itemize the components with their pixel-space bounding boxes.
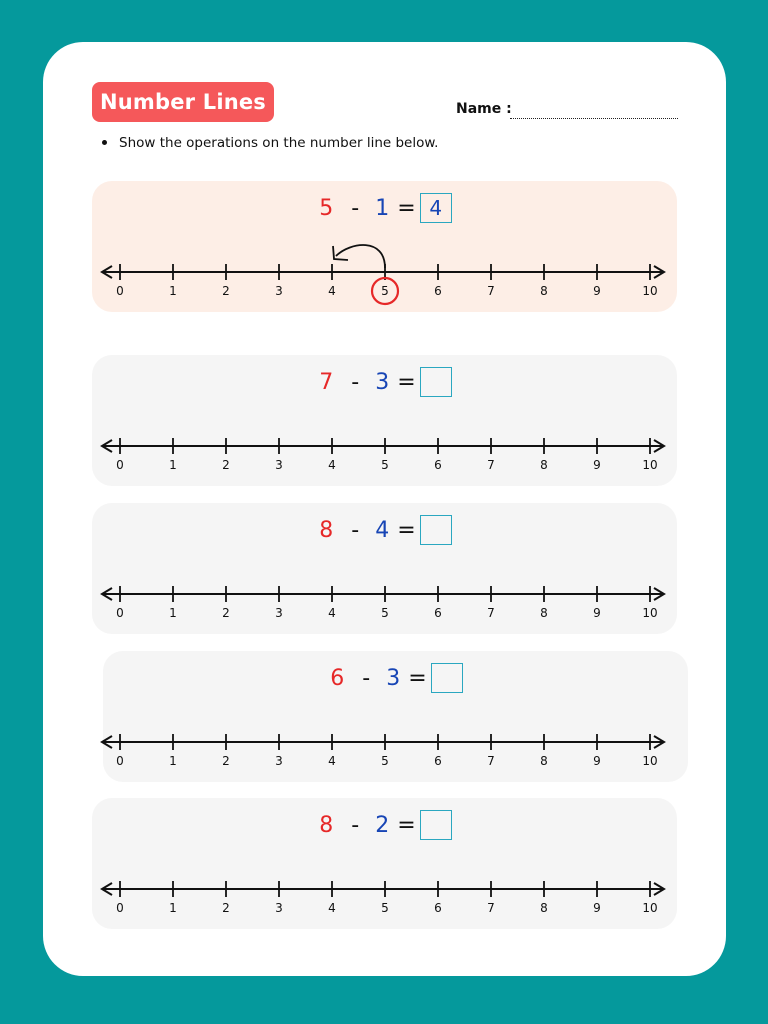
tick-label: 9 — [593, 458, 601, 472]
equals-sign: = — [397, 195, 416, 221]
tick-label: 4 — [328, 606, 336, 620]
tick-label: 0 — [116, 754, 124, 768]
subtrahend: 3 — [375, 369, 390, 395]
title-badge: Number Lines — [92, 82, 274, 122]
tick-label: 0 — [116, 901, 124, 915]
tick-label: 7 — [487, 284, 495, 298]
tick-label: 2 — [222, 606, 230, 620]
tick-label: 9 — [593, 901, 601, 915]
tick-label: 9 — [593, 754, 601, 768]
problem-panel — [103, 651, 688, 782]
number-line — [103, 651, 688, 782]
tick-label: 0 — [116, 458, 124, 472]
name-label: Name : — [456, 101, 512, 117]
problem-panel — [92, 181, 677, 312]
problem-panel — [92, 503, 677, 634]
tick-label: 5 — [381, 754, 389, 768]
tick-label: 4 — [328, 901, 336, 915]
tick-label: 1 — [169, 901, 177, 915]
tick-label: 8 — [540, 284, 548, 298]
tick-label: 6 — [434, 754, 442, 768]
minuend: 8 — [319, 517, 334, 543]
equals-sign: = — [397, 812, 416, 838]
minus-sign: - — [362, 665, 371, 691]
tick-label: 5 — [381, 284, 389, 298]
problem-panel — [92, 355, 677, 486]
minus-sign: - — [351, 812, 360, 838]
tick-label: 2 — [222, 458, 230, 472]
tick-label: 10 — [642, 284, 658, 298]
instruction-text: Show the operations on the number line below. — [119, 135, 439, 151]
tick-label: 4 — [328, 754, 336, 768]
answer-box[interactable]: 4 — [420, 193, 452, 223]
minuend: 6 — [330, 665, 345, 691]
name-line[interactable] — [510, 118, 678, 119]
tick-label: 2 — [222, 754, 230, 768]
tick-label: 4 — [328, 458, 336, 472]
tick-label: 4 — [328, 284, 336, 298]
tick-label: 0 — [116, 284, 124, 298]
tick-label: 3 — [275, 901, 283, 915]
tick-label: 6 — [434, 901, 442, 915]
tick-label: 9 — [593, 606, 601, 620]
problem-panel — [92, 798, 677, 929]
tick-label: 7 — [487, 901, 495, 915]
subtrahend: 4 — [375, 517, 390, 543]
equals-sign: = — [408, 665, 427, 691]
subtrahend: 3 — [386, 665, 401, 691]
tick-label: 5 — [381, 458, 389, 472]
equals-sign: = — [397, 369, 416, 395]
tick-label: 5 — [381, 606, 389, 620]
minus-sign: - — [351, 195, 360, 221]
number-line — [92, 798, 677, 929]
tick-label: 10 — [642, 606, 658, 620]
tick-label: 0 — [116, 606, 124, 620]
number-line — [92, 181, 677, 312]
tick-label: 2 — [222, 284, 230, 298]
tick-label: 3 — [275, 284, 283, 298]
jump-arrow — [336, 245, 385, 268]
minuend: 5 — [319, 195, 334, 221]
tick-label: 7 — [487, 606, 495, 620]
tick-label: 3 — [275, 458, 283, 472]
tick-label: 1 — [169, 458, 177, 472]
tick-label: 6 — [434, 458, 442, 472]
tick-label: 8 — [540, 754, 548, 768]
tick-label: 6 — [434, 606, 442, 620]
tick-label: 7 — [487, 754, 495, 768]
number-line — [92, 503, 677, 634]
tick-label: 2 — [222, 901, 230, 915]
instruction — [102, 135, 438, 151]
tick-label: 7 — [487, 458, 495, 472]
tick-label: 8 — [540, 458, 548, 472]
tick-label: 1 — [169, 754, 177, 768]
tick-label: 8 — [540, 901, 548, 915]
tick-label: 1 — [169, 606, 177, 620]
tick-label: 1 — [169, 284, 177, 298]
tick-label: 9 — [593, 284, 601, 298]
tick-label: 10 — [642, 754, 658, 768]
minuend: 8 — [319, 812, 334, 838]
bullet-icon — [102, 140, 107, 145]
tick-label: 3 — [275, 606, 283, 620]
tick-label: 6 — [434, 284, 442, 298]
number-line — [92, 355, 677, 486]
minuend: 7 — [319, 369, 334, 395]
tick-label: 3 — [275, 754, 283, 768]
equals-sign: = — [397, 517, 416, 543]
tick-label: 10 — [642, 901, 658, 915]
minus-sign: - — [351, 369, 360, 395]
tick-label: 8 — [540, 606, 548, 620]
subtrahend: 2 — [375, 812, 390, 838]
subtrahend: 1 — [375, 195, 390, 221]
tick-label: 5 — [381, 901, 389, 915]
minus-sign: - — [351, 517, 360, 543]
tick-label: 10 — [642, 458, 658, 472]
